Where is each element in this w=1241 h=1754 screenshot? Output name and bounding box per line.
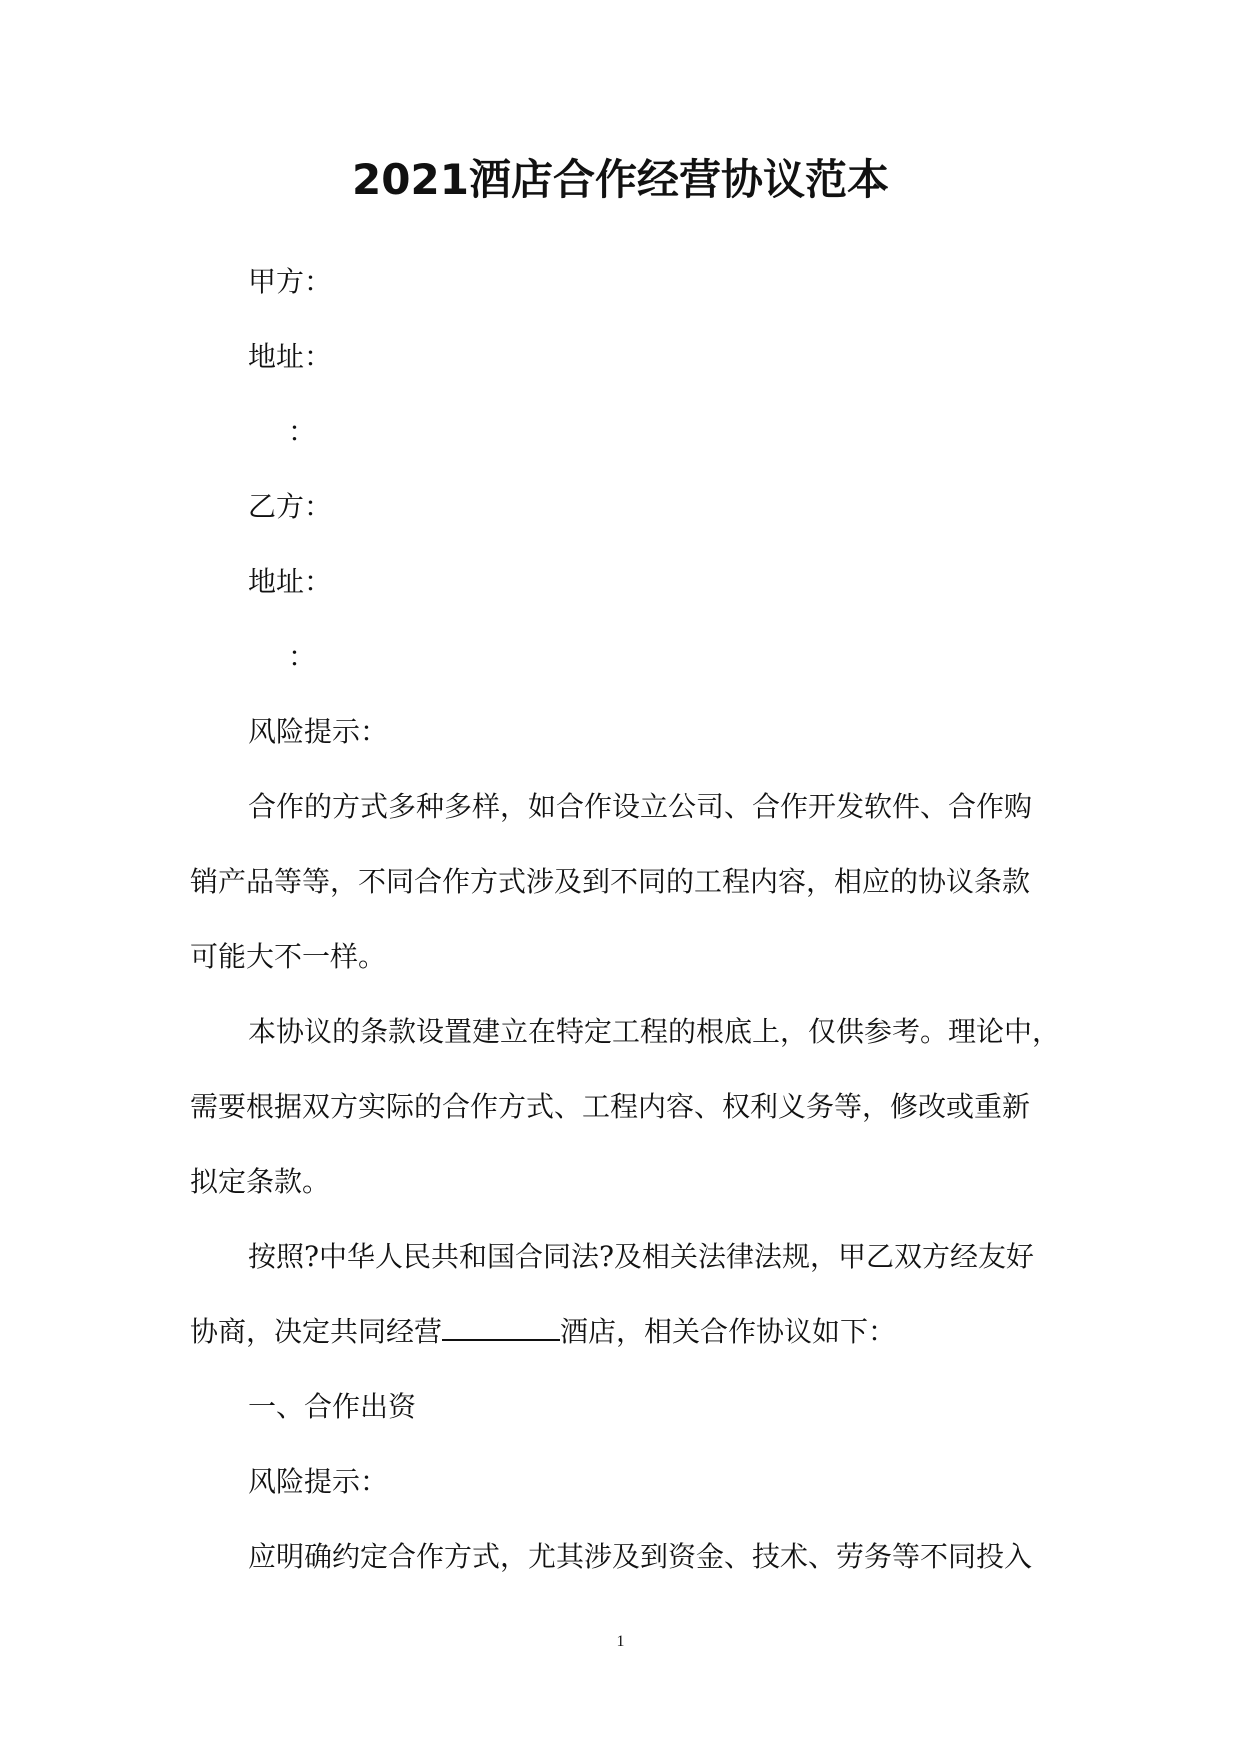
risk-label-1: 风险提示： [248, 715, 389, 748]
para2-line3: 拟定条款。 [190, 1165, 331, 1198]
address-a-label: 地址： [248, 340, 333, 373]
document-body [190, 262, 1061, 1612]
para3-line2-prefix: 协商，决定共同经营 [190, 1315, 443, 1348]
para3-line1: 按照?中华人民共和国合同法?及相关法律法规，甲乙双方经友好 [248, 1240, 1035, 1273]
para1-line2: 销产品等等，不同合作方式涉及到不同的工程内容，相应的协议条款 [190, 865, 1031, 898]
para2-line2: 需要根据双方实际的合作方式、工程内容、权利义务等，修改或重新 [190, 1090, 1031, 1123]
risk-label-2: 风险提示： [248, 1465, 389, 1498]
para2-line1: 本协议的条款设置建立在特定工程的根底上，仅供参考。理论中， [248, 1015, 1061, 1048]
para1-line1: 合作的方式多种多样，如合作设立公司、合作开发软件、合作购 [248, 790, 1033, 823]
address-b-label: 地址： [248, 565, 333, 598]
fill-in-blank [442, 1313, 560, 1341]
para3-line2-suffix: 酒店，相关合作协议如下： [560, 1315, 897, 1348]
para1-line3: 可能大不一样。 [190, 940, 387, 973]
document-title: 2021酒店合作经营协议范本 [352, 155, 889, 204]
colon-b: ： [288, 640, 317, 673]
party-b-label: 乙方： [248, 490, 333, 523]
para4-line1: 应明确约定合作方式，尤其涉及到资金、技术、劳务等不同投入 [248, 1540, 1033, 1573]
party-a-label: 甲方： [248, 265, 333, 298]
section1-heading: 一、合作出资 [248, 1390, 417, 1423]
colon-a: ： [288, 415, 317, 448]
page-number: 1 [616, 1633, 625, 1650]
para3-line2 [190, 1312, 1050, 1387]
